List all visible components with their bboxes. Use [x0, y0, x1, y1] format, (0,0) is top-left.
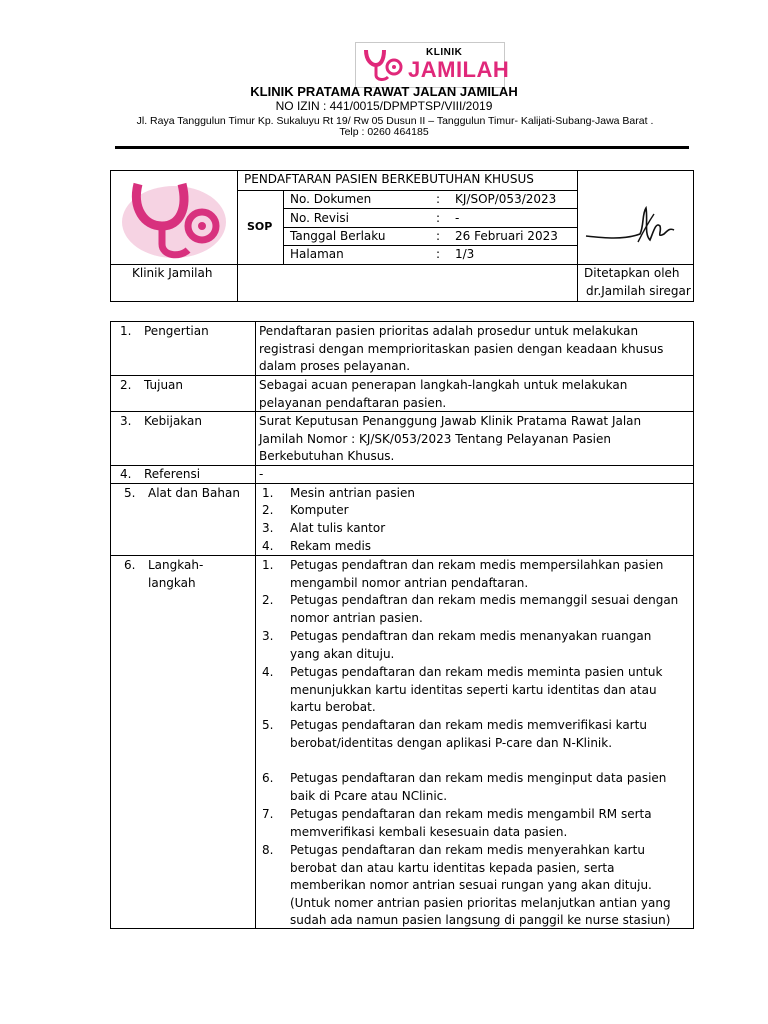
- permit-number: NO IZIN : 441/0015/DPMPTSP/VIII/2019: [275, 99, 493, 113]
- text-line: sudah ada namun pasien langsung di panggil ke nurse stasiun): [290, 913, 671, 927]
- text-line: Petugas pendaftaran dan rekam medis menyerahkan kartu: [290, 843, 645, 857]
- text-line: Petugas pendaftran dan rekam medis mempersilahkan pasien: [290, 558, 664, 572]
- sop-divider: [283, 245, 577, 246]
- meta-colon: :: [436, 211, 441, 225]
- item-number: 5.: [262, 718, 274, 732]
- meta-value: 1/3: [455, 247, 475, 261]
- sop-title: PENDAFTARAN PASIEN BERKEBUTUHAN KHUSUS: [244, 172, 534, 186]
- text-line: dalam proses pelayanan.: [259, 359, 411, 373]
- section-label: Referensi: [144, 467, 201, 481]
- section-label: langkah: [148, 575, 196, 590]
- sop-divider: [577, 170, 578, 302]
- signer-name: dr.Jamilah siregar: [586, 284, 691, 298]
- item-text: [290, 806, 688, 841]
- letterhead-divider: [115, 146, 689, 149]
- item-number: 7.: [262, 807, 274, 821]
- section-number: 2.: [120, 378, 132, 392]
- section-text-pengertian: [259, 323, 687, 376]
- item-number: 2.: [262, 503, 274, 517]
- section-number: 5.: [124, 486, 136, 500]
- meta-value: KJ/SOP/053/2023: [455, 192, 557, 206]
- item-text: Mesin antrian pasien: [290, 486, 415, 500]
- text-line: Petugas pendaftaran dan rekam medis mengambil RM serta: [290, 807, 652, 821]
- meta-colon: :: [436, 229, 441, 243]
- meta-colon: :: [436, 247, 441, 261]
- logo-big-text: JAMILAH: [408, 57, 510, 82]
- sop-divider: [237, 190, 577, 191]
- clinic-address: Jl. Raya Tanggulun Timur Kp. Sukaluyu Rt 19/ Rw 05 Dusun II – Tanggulun Timur- Kalijati-Subang-Jawa Barat .: [136, 115, 654, 127]
- text-line: Jamilah Nomor : KJ/SK/053/2023 Tentang Pelayanan Pasien: [259, 431, 611, 446]
- text-line: menunjukkan kartu identitas seperti kartu identitas dan atau: [290, 682, 657, 697]
- section-text-kebijakan: [259, 413, 687, 466]
- text-line: Petugas pendaftran dan rekam medis menanyakan ruangan: [290, 629, 652, 643]
- section-label: Tujuan: [144, 378, 184, 392]
- item-text: Komputer: [290, 503, 349, 517]
- section-number: 3.: [120, 414, 132, 428]
- item-number: 1.: [262, 486, 274, 500]
- item-text: [290, 842, 688, 930]
- column-divider: [255, 321, 256, 929]
- clinic-phone: Telp : 0260 464185: [339, 126, 429, 138]
- ditetapkan-label: Ditetapkan oleh: [584, 266, 680, 280]
- item-number: 3.: [262, 521, 274, 535]
- section-label: Pengertian: [144, 324, 209, 338]
- text-line: Petugas pendaftaran dan rekam medis meminta pasien untuk: [290, 665, 663, 679]
- item-text: [290, 557, 688, 592]
- section-number: 4.: [120, 467, 132, 481]
- text-line: nomor antrian pasien.: [290, 610, 423, 625]
- text-line: Pendaftaran pasien prioritas adalah prosedur untuk melakukan: [259, 324, 639, 338]
- text-line: registrasi dengan memprioritaskan pasien dengan keadaan khusus: [259, 341, 664, 356]
- text-line: memberikan nomor antrian sesuai rungan yang akan dituju.: [290, 878, 652, 892]
- item-text: [290, 664, 688, 717]
- item-number: 3.: [262, 629, 274, 643]
- text-line: kartu berobat.: [290, 700, 376, 714]
- meta-key: No. Revisi: [290, 211, 349, 225]
- section-label: Kebijakan: [144, 414, 202, 428]
- meta-key: No. Dokumen: [290, 192, 372, 206]
- logo-small-text: KLINIK: [426, 47, 463, 58]
- meta-key: Halaman: [290, 247, 344, 261]
- section-label-tujuan: [120, 377, 250, 395]
- section-text-tujuan: [259, 377, 687, 412]
- section-label-referensi: [120, 466, 250, 484]
- section-number: 1.: [120, 324, 132, 338]
- item-text: [290, 628, 688, 663]
- item-text: Alat tulis kantor: [290, 521, 386, 535]
- clinic-emblem-icon: [118, 174, 230, 264]
- sop-divider: [283, 227, 577, 228]
- section-number: 6.: [124, 558, 136, 572]
- section-label: Alat dan Bahan: [148, 486, 240, 500]
- text-line: mengambil nomor antrian pendaftaran.: [290, 575, 529, 590]
- sop-divider: [110, 264, 694, 265]
- item-number: 8.: [262, 843, 274, 857]
- stethoscope-logo-icon: [362, 47, 406, 83]
- signature-icon: [584, 200, 676, 252]
- item-text: [290, 592, 688, 627]
- text-line: Sebagai acuan penerapan langkah-langkah untuk melakukan: [259, 378, 628, 392]
- clinic-logo: [355, 42, 510, 88]
- item-number: 6.: [262, 771, 274, 785]
- meta-value: 26 Februari 2023: [455, 229, 558, 243]
- meta-key: Tanggal Berlaku: [290, 229, 386, 243]
- clinic-title: KLINIK PRATAMA RAWAT JALAN JAMILAH: [250, 84, 518, 99]
- text-line: yang akan dituju.: [290, 646, 395, 661]
- sop-label: SOP: [247, 220, 273, 233]
- text-line: berobat dan atau kartu identitas kepada pasien, serta: [290, 860, 615, 875]
- section-label-langkah: [124, 557, 254, 592]
- text-line: pelayanan pendaftaran pasien.: [259, 395, 447, 410]
- item-number: 4.: [262, 665, 274, 679]
- section-label-pengertian: [120, 323, 250, 341]
- meta-colon: :: [436, 192, 441, 206]
- item-text: [290, 717, 688, 752]
- item-number: 4.: [262, 539, 274, 553]
- text-line: baik di Pcare atau NClinic.: [290, 788, 448, 803]
- section-text-referensi: -: [259, 467, 264, 481]
- item-text: Rekam medis: [290, 539, 372, 553]
- text-line: Petugas pendaftaran dan rekam medis memverifikasi kartu: [290, 718, 647, 732]
- text-line: Berkebutuhan Khusus.: [259, 449, 395, 463]
- item-number: 2.: [262, 593, 274, 607]
- text-line: berobat/identitas dengan aplikasi P-care dan N-Klinik.: [290, 735, 613, 750]
- text-line: memverifikasi kembali kesesuain data pasien.: [290, 824, 568, 839]
- section-label-kebijakan: [120, 413, 250, 431]
- sop-divider: [283, 208, 577, 209]
- item-number: 1.: [262, 558, 274, 572]
- section-label: Langkah-: [148, 558, 204, 572]
- clinic-name: Klinik Jamilah: [132, 266, 213, 280]
- meta-value: -: [455, 211, 460, 225]
- text-line: Petugas pendaftaran dan rekam medis menginput data pasien: [290, 771, 667, 785]
- text-line: Surat Keputusan Penanggung Jawab Klinik Pratama Rawat Jalan: [259, 414, 642, 428]
- text-line: (Untuk nomer antrian pasien prioritas melanjutkan antian yang: [290, 895, 671, 910]
- section-label-alat: [124, 485, 254, 503]
- text-line: Petugas pendaftran dan rekam medis memanggil sesuai dengan: [290, 593, 679, 607]
- item-text: [290, 770, 688, 805]
